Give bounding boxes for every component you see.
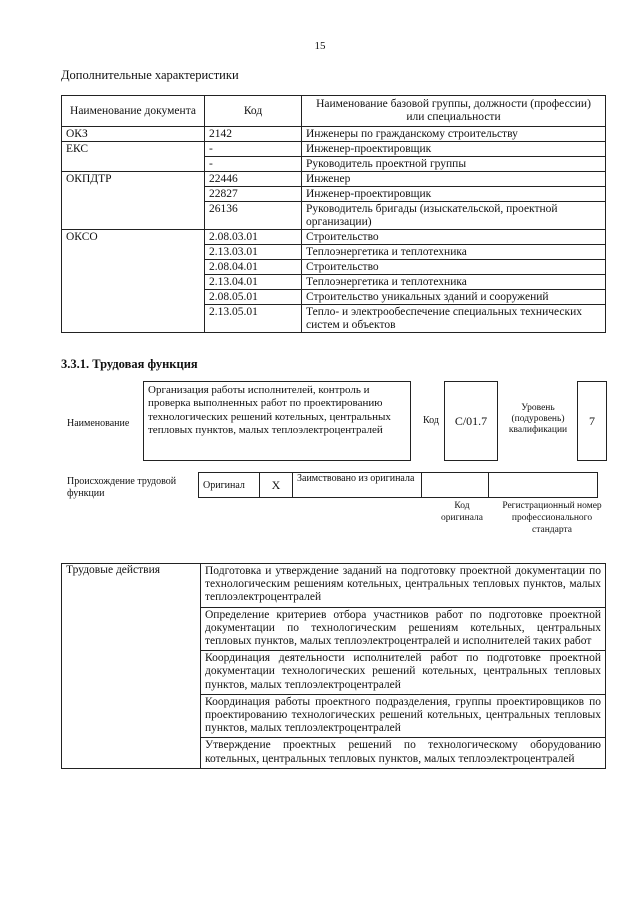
labor-action: Координация работы проектного подразделения, группы проектировщиков по проектированию технологических решений котельных, центральных тепловых пунктов, малых теплоэлектроцентралей: [201, 694, 606, 738]
code-cell: -: [205, 142, 302, 157]
table-row: [62, 127, 606, 142]
code-cell: 2.08.04.01: [205, 260, 302, 275]
original-code-label: Код оригинала: [441, 501, 483, 523]
labor-actions-table: [61, 563, 606, 769]
doc-cell: ЕКС: [62, 142, 205, 172]
code-cell: 22827: [205, 187, 302, 202]
function-code-value: С/01.7: [444, 381, 498, 461]
code-cell: 2142: [205, 127, 302, 142]
code-cell: 2.13.03.01: [205, 245, 302, 260]
name-cell: Руководитель бригады (изыскательской, проектной организации): [302, 202, 606, 230]
name-cell: Строительство: [302, 260, 606, 275]
labor-actions-label: Трудовые действия: [62, 564, 201, 769]
function-code-label: Код: [423, 415, 439, 426]
qualification-level-label: Уровень (подуровень) квалификации: [508, 403, 568, 435]
origin-table: [198, 472, 598, 498]
qualification-level-value: 7: [577, 381, 607, 461]
table-row: [62, 172, 606, 187]
doc-cell: ОКЗ: [62, 127, 205, 142]
name-cell: Теплоэнергетика и теплотехника: [302, 245, 606, 260]
registration-number-label: Регистрационный номер профессионального стандарта: [502, 501, 602, 535]
name-cell: Инженеры по гражданскому строительству: [302, 127, 606, 142]
code-cell: 2.13.04.01: [205, 275, 302, 290]
original-cell: Оригинал: [199, 473, 260, 498]
labor-action: Определение критериев отбора участников работ по подготовке проектной документации по технологическим решениям котельных, центральных тепловых пунктов, малых теплоэлектроцентралей и исполнителей таких работ: [201, 607, 606, 651]
name-cell: Тепло- и электрообеспечение специальных технических систем и объектов: [302, 305, 606, 333]
original-mark: Х: [260, 473, 293, 498]
labor-action: Координация деятельности исполнителей работ по подготовке проектной документации технологических решений котельных, центральных тепловых пунктов, малых теплоэлектроцентралей: [201, 651, 606, 695]
table-row: [62, 564, 606, 608]
header-code: Код: [205, 96, 302, 127]
registration-number-cell: [489, 473, 598, 498]
labor-action: Подготовка и утверждение заданий на подготовку проектной документации по технологическим решениям котельных, центральных тепловых пунктов, малых теплоэлектроцентралей: [201, 564, 606, 608]
name-cell: Инженер: [302, 172, 606, 187]
additional-characteristics-table: [61, 95, 606, 333]
function-name-label: Наименование: [67, 418, 130, 429]
table-row: [62, 142, 606, 157]
table-row: [62, 230, 606, 245]
name-cell: Строительство: [302, 230, 606, 245]
header-doc: Наименование документа: [62, 96, 205, 127]
page-number: 15: [314, 40, 326, 52]
code-cell: 2.08.05.01: [205, 290, 302, 305]
borrowed-cell: Заимствовано из оригинала: [293, 473, 422, 498]
labor-action: Утверждение проектных решений по технологическому оборудованию котельных, центральных тепловых пунктов, малых теплоэлектроцентралей: [201, 738, 606, 768]
origin-label: Происхождение трудовой функции: [67, 476, 177, 499]
name-cell: Строительство уникальных зданий и сооружений: [302, 290, 606, 305]
code-cell: 22446: [205, 172, 302, 187]
section-title: 3.3.1. Трудовая функция: [61, 357, 198, 371]
name-cell: Руководитель проектной группы: [302, 157, 606, 172]
origin-row: [199, 473, 598, 498]
function-name-value: Организация работы исполнителей, контроль и проверка выполненных работ по проектированию технологических решений котельных, центральных тепловых пунктов, малых теплоэлектроцентралей: [143, 381, 411, 461]
name-cell: Инженер-проектировщик: [302, 187, 606, 202]
code-cell: 26136: [205, 202, 302, 230]
name-cell: Теплоэнергетика и теплотехника: [302, 275, 606, 290]
name-cell: Инженер-проектировщик: [302, 142, 606, 157]
original-code-cell: [422, 473, 489, 498]
doc-cell: ОКСО: [62, 230, 205, 333]
header-name: Наименование базовой группы, должности (профессии) или специальности: [302, 96, 606, 127]
doc-cell: ОКПДТР: [62, 172, 205, 230]
code-cell: 2.13.05.01: [205, 305, 302, 333]
additional-characteristics-title: Дополнительные характеристики: [61, 68, 239, 82]
code-cell: 2.08.03.01: [205, 230, 302, 245]
code-cell: -: [205, 157, 302, 172]
table-header-row: [62, 96, 606, 127]
